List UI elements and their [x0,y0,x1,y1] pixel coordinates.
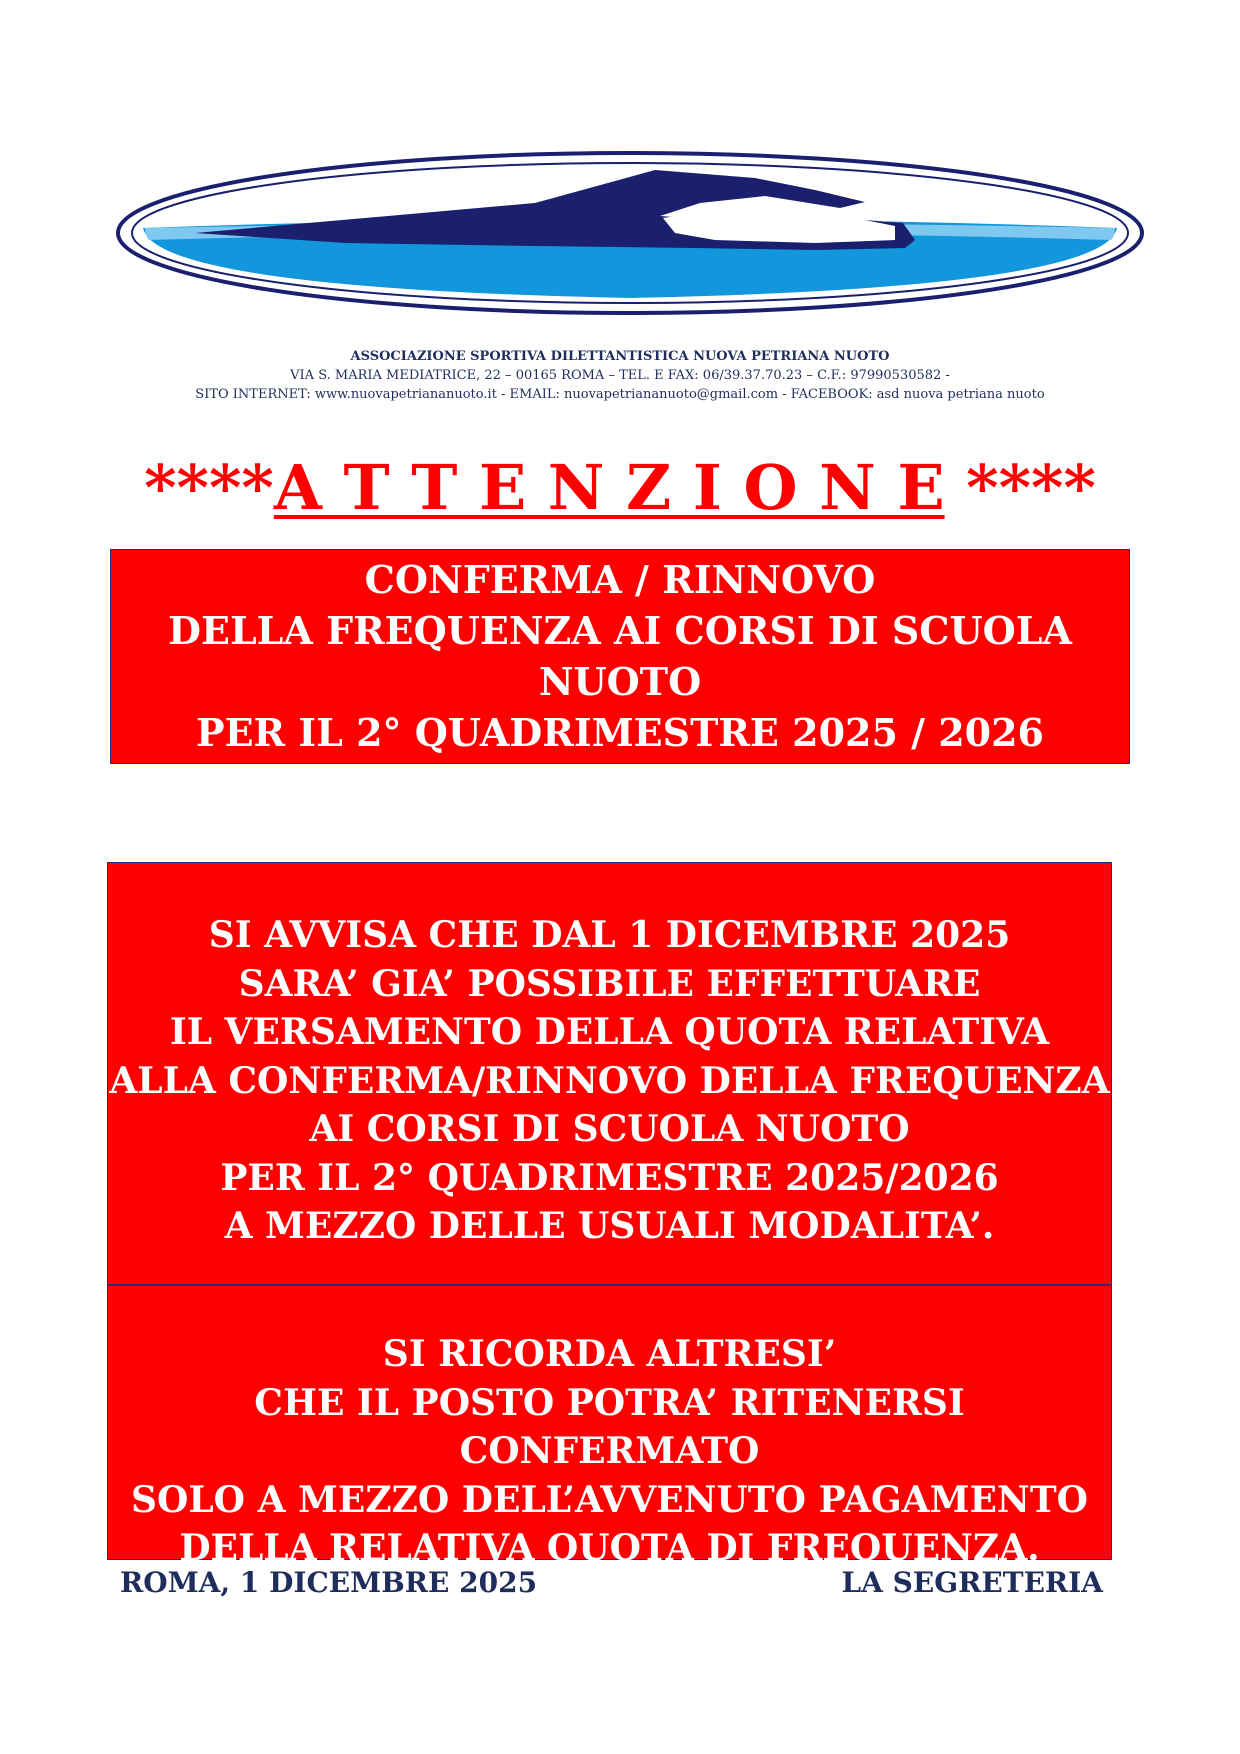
renewal-title-line: DELLA FREQUENZA AI CORSI DI SCUOLA NUOTO [168,608,1072,704]
place-date: ROMA, 1 DICEMBRE 2025 [120,1566,538,1599]
reminder-box [107,1285,1112,1569]
notice-line: AI CORSI DI SCUOLA NUOTO [309,1108,910,1150]
reminder-line: SOLO A MEZZO DELL’AVVENUTO PAGAMENTO [131,1478,1088,1521]
swimmer-logo-icon [115,148,1145,318]
association-name: ASSOCIAZIONE SPORTIVA DILETTANTISTICA NUOVA PETRIANA NUOTO [350,349,890,364]
attention-word: A T T E N Z I O N E [273,451,945,524]
payment-notice-box [107,862,1112,1285]
notice-line: PER IL 2° QUADRIMESTRE 2025/2026 [220,1156,999,1199]
notice-line: SARA’ GIA’ POSSIBILE EFFETTUARE [238,962,981,1005]
reminder-line: CHE IL POSTO POTRA’ RITENERSI CONFERMATO [254,1381,965,1472]
notice-line: SI AVVISA CHE DAL 1 DICEMBRE 2025 [208,914,1011,956]
renewal-title-box [110,549,1130,764]
reminder-line: SI RICORDA ALTRESI’ [382,1333,837,1375]
reminder-line: DELLA RELATIVA QUOTA DI FREQUENZA. [179,1527,1040,1569]
association-contacts: SITO INTERNET: www.nuovapetriananuoto.it - EMAIL: nuovapetriananuoto@gmail.com - FACEBOOK: asd nuova petriana nuoto [195,387,1045,402]
renewal-title-line: PER IL 2° QUADRIMESTRE 2025 / 2026 [196,710,1044,755]
signature: LA SEGRETERIA [841,1566,1103,1599]
notice-line: IL VERSAMENTO DELLA QUOTA RELATIVA [169,1011,1050,1053]
attention-suffix: **** [944,451,1096,524]
association-address: VIA S. MARIA MEDIATRICE, 22 – 00165 ROMA – TEL. E FAX: 06/39.37.70.23 – C.F.: 97990530582 - [290,368,950,383]
notice-line: ALLA CONFERMA/RINNOVO DELLA FREQUENZA [109,1059,1110,1102]
renewal-title-line: CONFERMA / RINNOVO [364,557,876,602]
attention-heading [0,448,1240,528]
notice-line: A MEZZO DELLE USUALI MODALITA’. [224,1205,995,1247]
attention-prefix: **** [144,451,274,524]
